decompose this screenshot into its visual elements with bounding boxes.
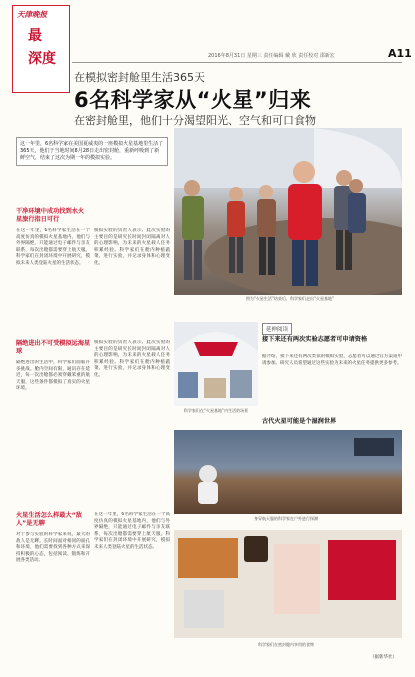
page-number: A11 [388,47,412,60]
food-illustration [174,530,402,638]
habitat-interior-illustration [174,322,258,406]
caption-2: 科学家们在“火星基地”内生活的场景 [183,408,249,413]
photo-food [174,530,402,638]
article-body-c2: 模拟实验的负责人表示，此次实验的主要目的是研究长时间封闭隔离对人的心理影响，为未来的火星载人任务积累经验。科学家们在舱内种植蔬菜、进行实验，并记录身体和心理变化。 [94,340,170,378]
newspaper-logo: 天津晚报 [17,10,47,19]
subhead-1: 干净环境中成功找到水火星旅行指日可行 [16,208,85,223]
signature: （据新华社） [370,655,397,660]
article-body-a: 在这一年里，6名科学家生活在一个高度仿真的模拟火星基地内，他们与外界隔绝，只能通过电子邮件与亲友联系，每次出舱都需要穿上航天服。科学家们在封闭环境中开展研究，模拟未来人类登陆火星的生活状态。 [16,228,90,266]
photo-spacesuit [174,430,402,514]
section-brand [12,5,70,93]
subhead-5: 古代火星可能是个湿润世界 [262,418,337,425]
header-rule [72,62,402,63]
caption-4: 科学家们在密封舱内享用的食物 [258,642,314,647]
spacesuit-illustration [174,430,402,514]
section-label-1: 最 [28,28,42,44]
caption-1: 图为“火星生活”结束后，科学家们走出“火星基地” [245,296,335,301]
article-body-e: 据介绍，接下来还有两次类似的模拟实验，志愿者可以通过官方渠道申请参加。研究人员希望通过这些实验为未来的火星任务提供更多参考。 [262,354,402,366]
lead-paragraph: 这一年里，6名科学家在美国夏威夷的一座模拟火星基地里生活了365天，他们于当地时间8月28日走出密封舱，重新呼吸到了新鲜空气，结束了这次为期一年的模拟实验。 [16,137,168,166]
subhead-3: 火星生活怎么样最大“敌人”是无聊 [16,512,82,527]
article-body-b: 模拟实验的负责人表示，此次实验的主要目的是研究长时间封闭隔离对人的心理影响，为未来的火星载人任务积累经验。科学家们在舱内种植蔬菜、进行实验，并记录身体和心理变化。 [94,228,170,266]
subhead-2: 隔绝进出不可受模拟远海星球 [16,340,91,355]
subhead-4: 接下来还有两次实验志愿者可申请资格 [262,336,368,343]
main-photo [174,128,402,295]
article-body-d: 对于参与实验的科学家来说，最大的敌人是无聊。长时间面对相同的面孔和环境，他们需要找到各种方式来保持积极的心态，包括阅读、锻炼和开展各类活动。 [16,532,90,564]
caption-3: 身穿航天服的科学家在户外进行探测 [254,516,318,521]
person-1 [182,180,204,280]
headline-kicker: 在模拟密封舱里生活365天 [74,71,205,84]
sidebar-label: 延伸阅读 [262,323,292,335]
headline-deck: 在密封舱里，他们十分渴望阳光、空气和可口食物 [74,114,316,127]
date-line: 2016年8月31日 星期三 责任编辑 戴 欣 责任校对 邵新宏 [208,53,335,59]
photo-habitat-interior [174,322,258,406]
article-body-c: 隔绝进出的生活中，科学家们面临许多挑战。舱内空间有限，通讯存在延迟，每一次出舱都必须穿戴笨重的航天服，这些条件都模拟了真实的火星环境。 [16,360,90,392]
article-body-d2: 在这一年里，6名科学家生活在一个高度仿真的模拟火星基地内，他们与外界隔绝，只能通过电子邮件与亲友联系，每次出舱都需要穿上航天服。科学家们在封闭环境中开展研究，模拟未来人类登陆火星的生活状态。 [94,512,170,550]
section-label-2: 深度 [28,51,56,67]
scientists-illustration [174,128,402,295]
headline-title: 6名科学家从“火星”归来 [74,88,312,112]
